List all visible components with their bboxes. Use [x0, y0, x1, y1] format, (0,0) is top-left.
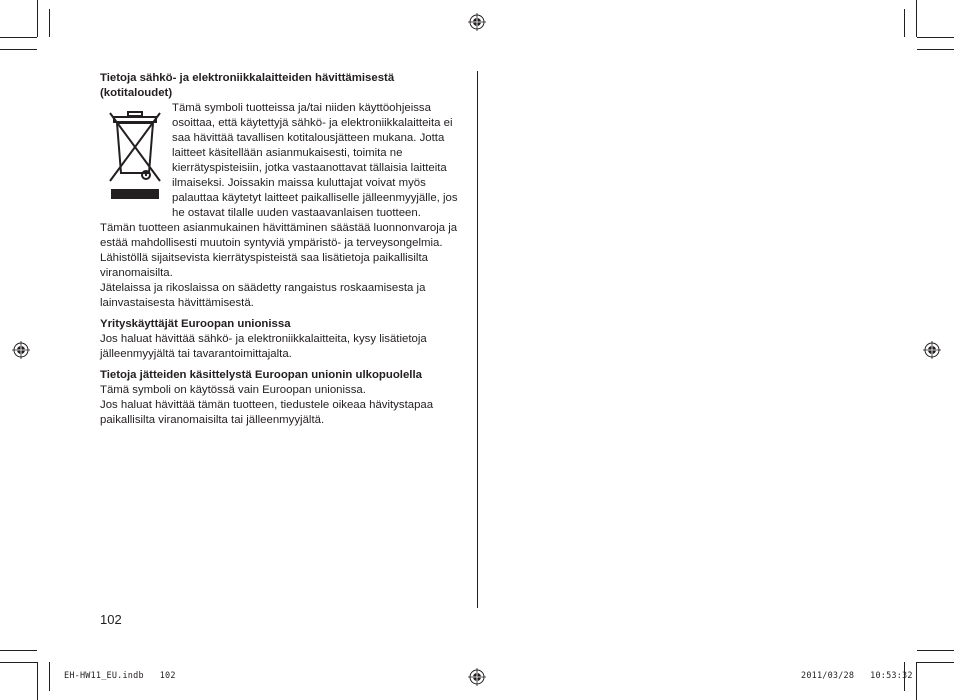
outside-eu-paragraph-2: Jos haluat hävittää tämän tuotteen, tiedustele oikeaa hävitystapaa paikallisilta viranomaisilta tai jälleenmyyjältä.: [100, 399, 434, 426]
crop-mark: [0, 37, 37, 38]
penalty-paragraph: Jätelaissa ja rikoslaissa on säädetty rangaistus roskaamisesta ja lainvastaisesta hävittämisestä.: [100, 282, 426, 309]
crop-mark: [917, 49, 954, 50]
crop-mark: [916, 662, 917, 700]
outside-eu-paragraph-1: Tämä symboli on käytössä vain Euroopan unionissa.: [100, 384, 366, 396]
content-column: [100, 71, 468, 428]
crop-mark: [916, 0, 917, 37]
business-paragraph: Jos haluat hävittää sähkö- ja elektroniikkalaitteita, kysy lisätietoja jälleenmyyjältä tai tavarantoimittajalta.: [100, 333, 427, 360]
crop-mark: [904, 9, 905, 37]
crop-mark: [917, 37, 954, 38]
slug-file-info: EH-HW11_EU.indb 102: [64, 671, 176, 681]
section-heading-outside-eu: Tietoja jätteiden käsittelystä Euroopan unionin ulkopuolella: [100, 369, 422, 381]
symbol-description: Tämä symboli tuotteissa ja/tai niiden käyttöohjeissa osoittaa, että käytettyjä sähkö- ja elektroniikkalaitteita ei saa hävittää tavallisen kotitalousjätteen mukana. Jotta laitteet käsitellään asianmukaisesti, toimita ne kierrätyspisteisiin, jotka vastaanottavat tällaisia laitteita ilmaiseksi. Joissakin maissa kuluttajat voivat myös palauttaa käytetyt laitteet paikalliselle jälleenmyyjälle, jos he ostavat tilalle uuden vastaavanlaisen tuotteen.: [172, 102, 458, 219]
column-divider: [477, 71, 478, 608]
crop-mark: [0, 49, 37, 50]
registration-mark-icon: [468, 13, 486, 31]
crop-mark: [49, 662, 50, 691]
environment-paragraph: Tämän tuotteen asianmukainen hävittäminen säästää luonnonvaroja ja estää mahdollisesti muutoin syntyviä ympäristö- ja terveysongelmia. Lähistöllä sijaitsevista kierrätyspisteistä saa lisätietoja paikallisilta viranomaisilta.: [100, 222, 458, 279]
crop-mark: [37, 662, 38, 700]
registration-mark-icon: [468, 668, 486, 686]
registration-mark-icon: [923, 341, 941, 359]
crop-mark: [37, 0, 38, 37]
slug-datetime: 2011/03/28 10:53:32: [801, 671, 913, 681]
crop-mark: [0, 650, 37, 651]
crop-mark: [917, 662, 954, 663]
section-heading-business: Yrityskäyttäjät Euroopan unionissa: [100, 318, 291, 330]
section-heading-household: Tietoja sähkö- ja elektroniikkalaitteiden hävittämisestä (kotitaloudet): [100, 72, 395, 99]
weee-symbol-block: [100, 101, 468, 221]
crop-mark: [0, 662, 37, 663]
registration-mark-icon: [12, 341, 30, 359]
crop-mark: [917, 650, 954, 651]
page-number: 102: [100, 612, 122, 627]
crossed-out-wheelie-bin-icon: [108, 109, 162, 201]
crop-mark: [49, 9, 50, 37]
